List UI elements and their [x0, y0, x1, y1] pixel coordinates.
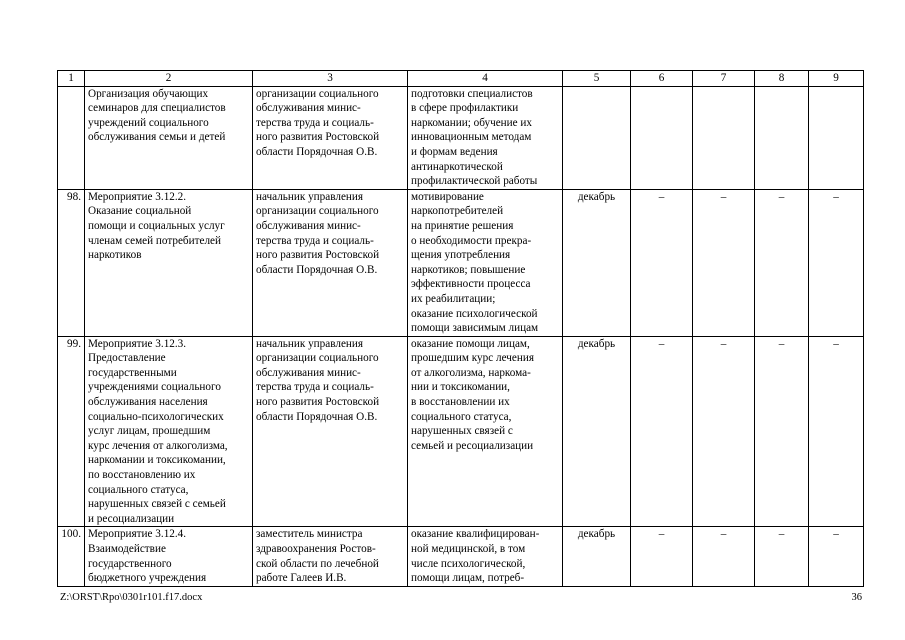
responsible-cell: организации социального обслуживания минис- терства труда и социаль- ного развития Ростовской области Порядочная О.В. — [253, 86, 408, 189]
header-cell: 3 — [253, 71, 408, 87]
funding-cell — [755, 86, 809, 189]
table-row — [58, 527, 864, 587]
header-cell: 2 — [85, 71, 253, 87]
responsible-cell: заместитель министра здравоохранения Ростов- ской области по лечебной работе Галеев И.В. — [253, 527, 408, 587]
funding-cell — [809, 86, 864, 189]
table-row — [58, 189, 864, 336]
page-number: 36 — [851, 592, 862, 603]
funding-cell — [693, 86, 755, 189]
result-cell: подготовки специалистов в сфере профилактики наркомании; обучение их инновационным методам и формам ведения антинаркотической профилактической работы — [408, 86, 563, 189]
funding-cell: – — [631, 336, 693, 527]
funding-cell: – — [631, 527, 693, 587]
header-cell: 9 — [809, 71, 864, 87]
activity-cell: Мероприятие 3.12.4. Взаимодействие государственного бюджетного учреждения — [85, 527, 253, 587]
funding-cell: – — [631, 189, 693, 336]
funding-cell: – — [809, 336, 864, 527]
funding-cell: – — [755, 336, 809, 527]
responsible-cell: начальник управления организации социального обслуживания минис- терства труда и социаль- ного развития Ростовской области Порядочная О.В. — [253, 189, 408, 336]
funding-cell: – — [809, 189, 864, 336]
funding-cell — [631, 86, 693, 189]
funding-cell: – — [755, 527, 809, 587]
result-cell: мотивирование наркопотребителей на принятие решения о необходимости прекра- щения употребления наркотиков; повышение эффективности процесса их реабилитации; оказание психологической помощи зависимым лицам — [408, 189, 563, 336]
funding-cell: – — [693, 189, 755, 336]
row-number-cell: 99. — [58, 336, 85, 527]
header-cell: 7 — [693, 71, 755, 87]
header-cell: 5 — [563, 71, 631, 87]
funding-cell: – — [693, 336, 755, 527]
header-cell: 8 — [755, 71, 809, 87]
header-cell: 4 — [408, 71, 563, 87]
header-cell: 6 — [631, 71, 693, 87]
header-cell: 1 — [58, 71, 85, 87]
column-number-header-row — [58, 71, 864, 87]
term-cell: декабрь — [563, 527, 631, 587]
term-cell: декабрь — [563, 336, 631, 527]
table-row — [58, 86, 864, 189]
activity-cell: Мероприятие 3.12.3. Предоставление государственными учреждениями социального обслуживания населения социально-психологических услуг лицам, прошедшим курс лечения от алкоголизма, наркомании и токсикомании, по восстановлению их социального статуса, нарушенных связей с семьей и ресоциализации — [85, 336, 253, 527]
responsible-cell: начальник управления организации социального обслуживания минис- терства труда и социаль- ного развития Ростовской области Порядочная О.В. — [253, 336, 408, 527]
row-number-cell: 98. — [58, 189, 85, 336]
row-number-cell: 100. — [58, 527, 85, 587]
row-number-cell — [58, 86, 85, 189]
footer-file-path: Z:\ORST\Rpo\0301r101.f17.docx — [60, 592, 203, 603]
funding-cell: – — [693, 527, 755, 587]
funding-cell: – — [809, 527, 864, 587]
funding-cell: – — [755, 189, 809, 336]
term-cell: декабрь — [563, 189, 631, 336]
activity-cell: Организация обучающих семинаров для специалистов учреждений социального обслуживания семьи и детей — [85, 86, 253, 189]
activity-cell: Мероприятие 3.12.2. Оказание социальной помощи и социальных услуг членам семей потребителей наркотиков — [85, 189, 253, 336]
term-cell — [563, 86, 631, 189]
result-cell: оказание помощи лицам, прошедшим курс лечения от алкоголизма, наркома- нии и токсикомании, в восстановлении их социального статуса, нарушенных связей с семьей и ресоциализации — [408, 336, 563, 527]
measures-table — [57, 70, 864, 587]
table-row — [58, 336, 864, 527]
result-cell: оказание квалифицирован- ной медицинской, в том числе психологической, помощи лицам, потреб- — [408, 527, 563, 587]
